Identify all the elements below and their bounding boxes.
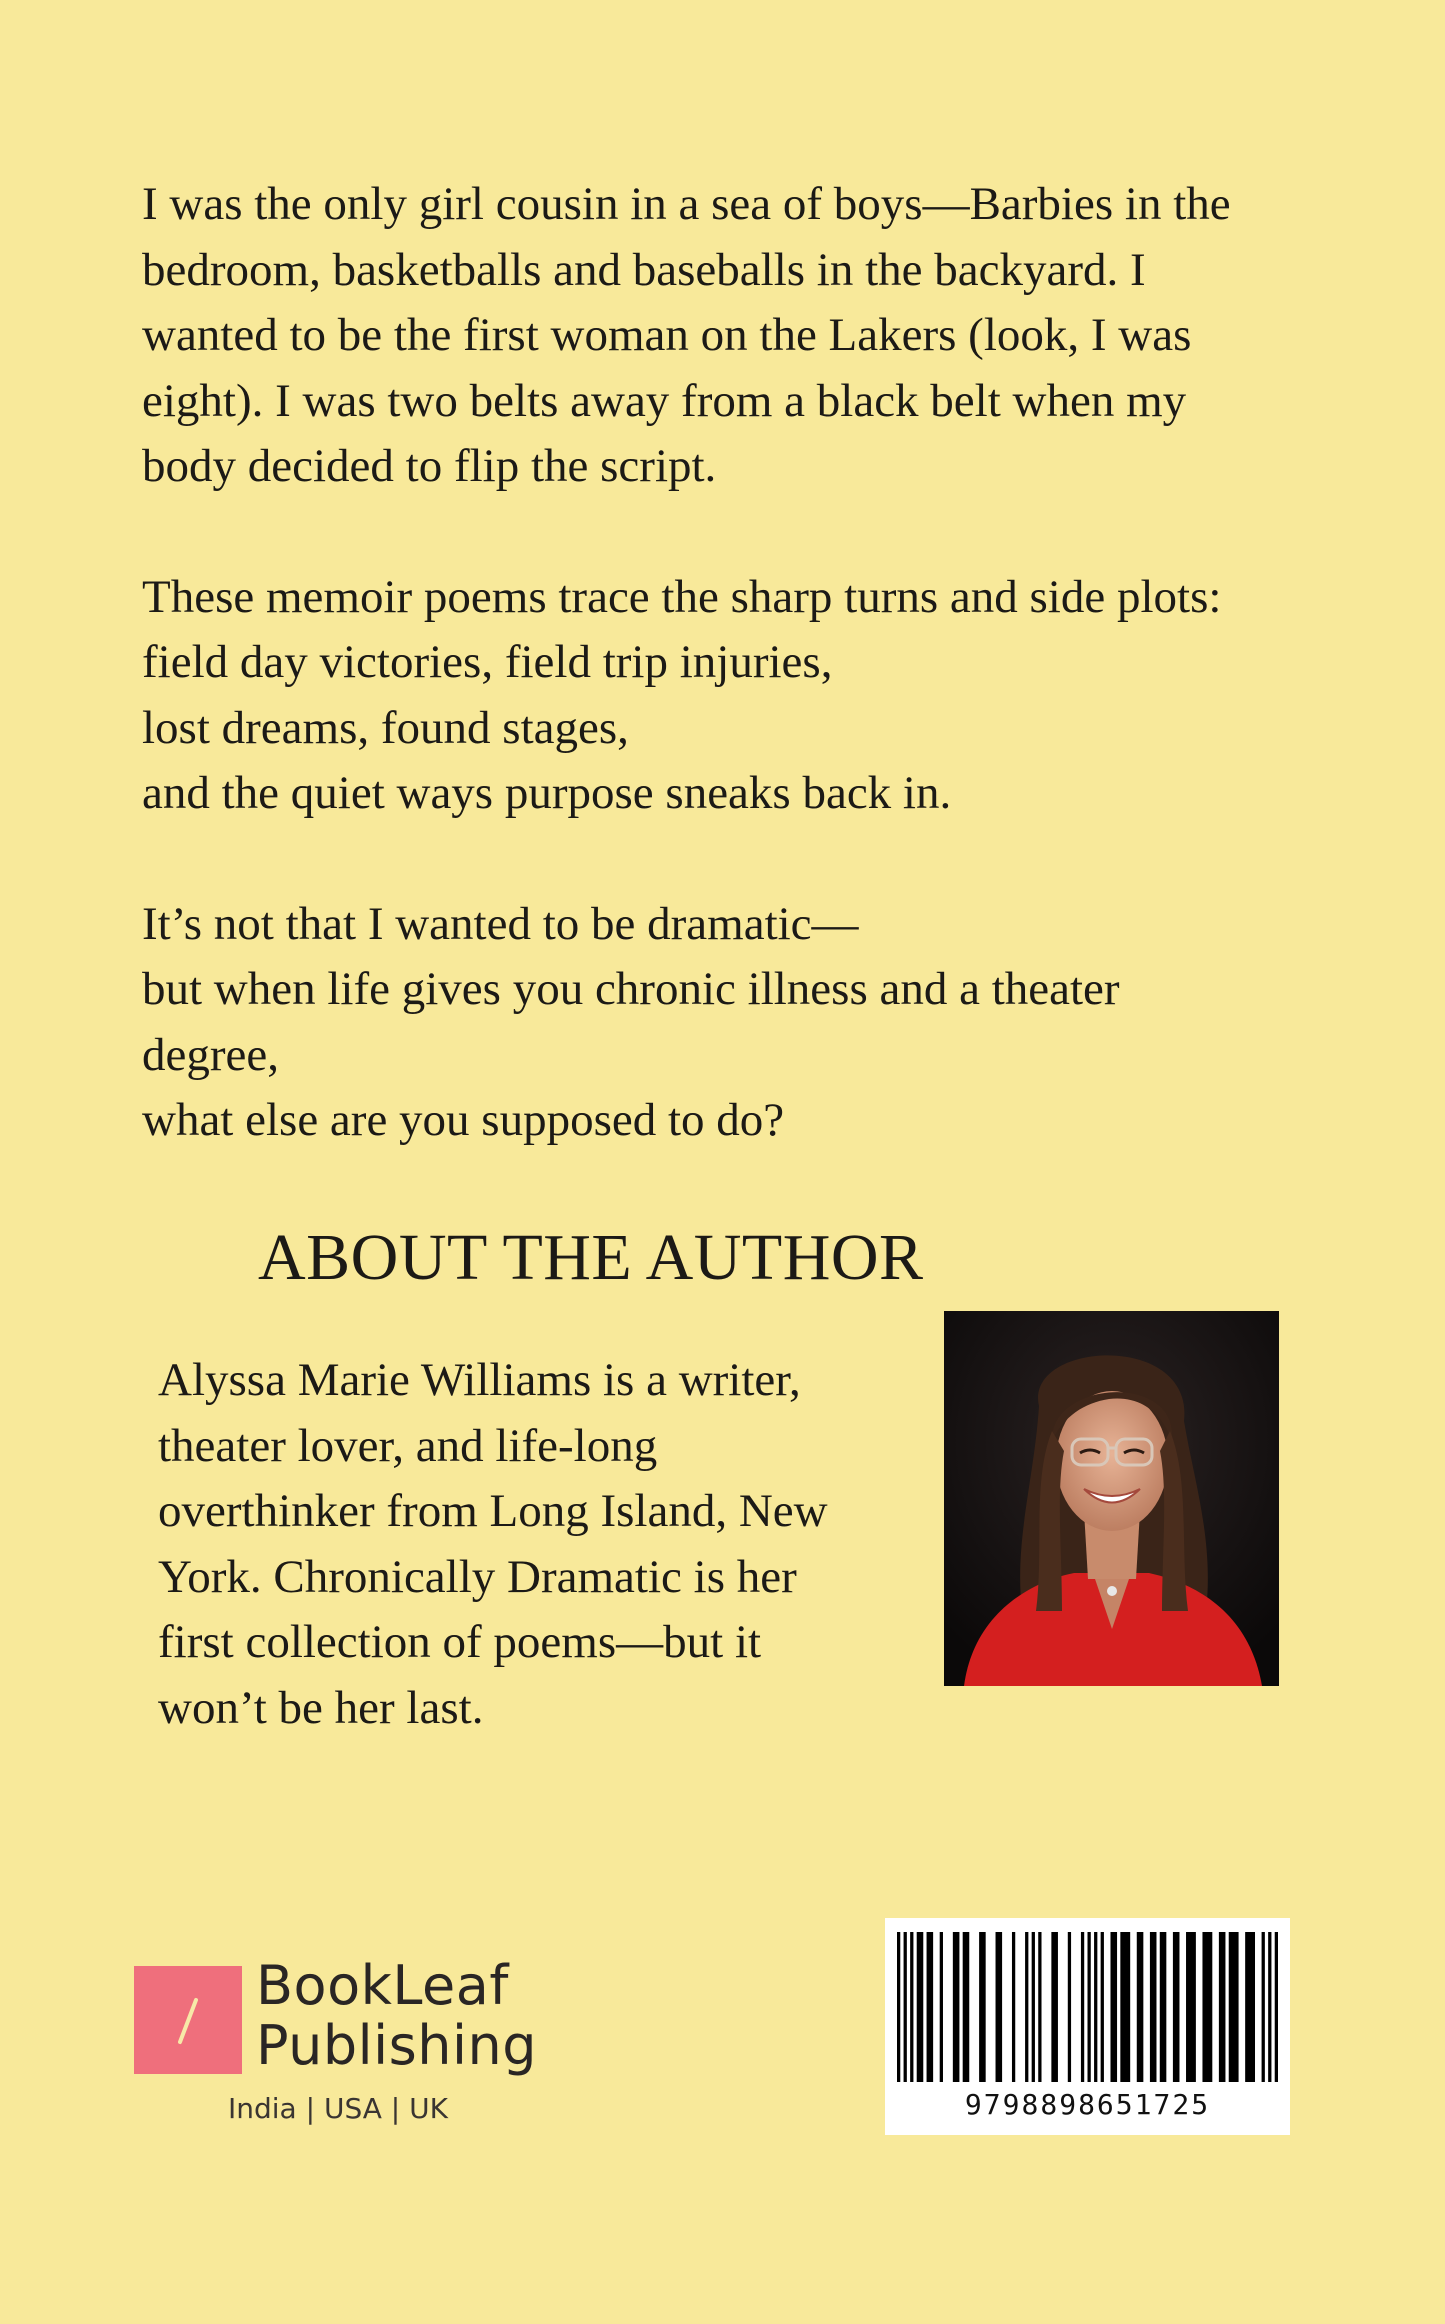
bio-line: York. Chronically Dramatic is her xyxy=(158,1550,797,1603)
barcode-bar xyxy=(1038,1932,1041,2082)
barcode-bar xyxy=(1275,1932,1278,2082)
blurb-line: but when life gives you chronic illness and a theater xyxy=(142,963,1120,1015)
publisher-logo xyxy=(134,1954,537,2132)
barcode-bars xyxy=(897,1932,1278,2082)
blurb-line: It’s not that I wanted to be dramatic— xyxy=(142,897,859,950)
bio-line: theater lover, and life-long xyxy=(158,1419,658,1472)
barcode-bar xyxy=(979,1932,986,2082)
blurb-paragraph-3 xyxy=(142,892,1332,1154)
barcode-bar xyxy=(1094,1932,1097,2082)
blurb-paragraph-1 xyxy=(142,172,1332,500)
barcode-bar xyxy=(1137,1932,1144,2082)
barcode-bar xyxy=(953,1932,960,2082)
blurb-line: what else are you supposed to do? xyxy=(142,1094,785,1146)
barcode-bar xyxy=(1202,1932,1212,2082)
bio-line: overthinker from Long Island, New xyxy=(158,1485,828,1537)
barcode-bar xyxy=(1160,1932,1167,2082)
publisher-name-line2: Publishing xyxy=(256,2014,537,2077)
barcode-bar xyxy=(910,1932,913,2082)
barcode-bar xyxy=(1032,1932,1035,2082)
author-photo xyxy=(944,1311,1279,1686)
blurb-line: lost dreams, found stages, xyxy=(142,701,629,754)
blurb-line: bedroom, basketballs and baseballs in the backyard. I xyxy=(142,243,1146,296)
blurb-line: and the quiet ways purpose sneaks back in. xyxy=(142,767,952,819)
barcode-bar xyxy=(1219,1932,1226,2082)
bio-line: Alyssa Marie Williams is a writer, xyxy=(158,1354,801,1406)
barcode-bar xyxy=(897,1932,900,2082)
blurb-line: wanted to be the first woman on the Lakers (look, I was xyxy=(142,309,1192,361)
barcode-bar xyxy=(940,1932,943,2082)
barcode-bar xyxy=(996,1932,1003,2082)
blurb-paragraph-2 xyxy=(142,565,1332,827)
bio-line: first collection of poems—but it xyxy=(158,1616,762,1668)
barcode-bar xyxy=(1262,1932,1265,2082)
barcode-bar xyxy=(1150,1932,1157,2082)
isbn-number: 9798898651725 xyxy=(964,2088,1211,2121)
bookleaf-logo-mark xyxy=(134,1966,242,2074)
barcode-bar xyxy=(1081,1932,1084,2082)
barcode-bar xyxy=(1245,1932,1255,2082)
isbn-barcode xyxy=(885,1918,1290,2135)
publisher-name xyxy=(256,1956,537,2076)
barcode-bar xyxy=(1088,1932,1091,2082)
barcode-bar xyxy=(917,1932,924,2082)
barcode-bar xyxy=(1051,1932,1058,2082)
barcode-bar xyxy=(1110,1932,1117,2082)
publisher-regions: India | USA | UK xyxy=(228,2092,448,2125)
back-cover-blurb xyxy=(142,172,1332,1219)
blurb-line: eight). I was two belts away from a black belt when my xyxy=(142,374,1187,427)
blurb-line: I was the only girl cousin in a sea of boys—Barbies in the xyxy=(142,178,1231,230)
barcode-bar xyxy=(963,1932,970,2082)
barcode-bar xyxy=(1268,1932,1271,2082)
publisher-name-line1: BookLeaf xyxy=(256,1954,509,2017)
about-the-author-heading: ABOUT THE AUTHOR xyxy=(258,1221,924,1294)
bio-line: won’t be her last. xyxy=(158,1681,484,1734)
blurb-line: degree, xyxy=(142,1028,279,1081)
barcode-bar xyxy=(1173,1932,1180,2082)
blurb-line: These memoir poems trace the sharp turns and side plots: xyxy=(142,570,1222,623)
author-bio xyxy=(158,1348,928,1741)
barcode-bar xyxy=(1120,1932,1130,2082)
blurb-line: field day victories, field trip injuries, xyxy=(142,636,833,688)
slash-icon xyxy=(134,1966,242,2074)
barcode-bar xyxy=(927,1932,934,2082)
barcode-bar xyxy=(1012,1932,1015,2082)
barcode-bar xyxy=(1229,1932,1239,2082)
barcode-bar xyxy=(1025,1932,1028,2082)
blurb-line: body decided to flip the script. xyxy=(142,440,717,492)
barcode-bar xyxy=(1186,1932,1196,2082)
barcode-bar xyxy=(904,1932,907,2082)
barcode-bar xyxy=(1101,1932,1104,2082)
barcode-bar xyxy=(1068,1932,1071,2082)
